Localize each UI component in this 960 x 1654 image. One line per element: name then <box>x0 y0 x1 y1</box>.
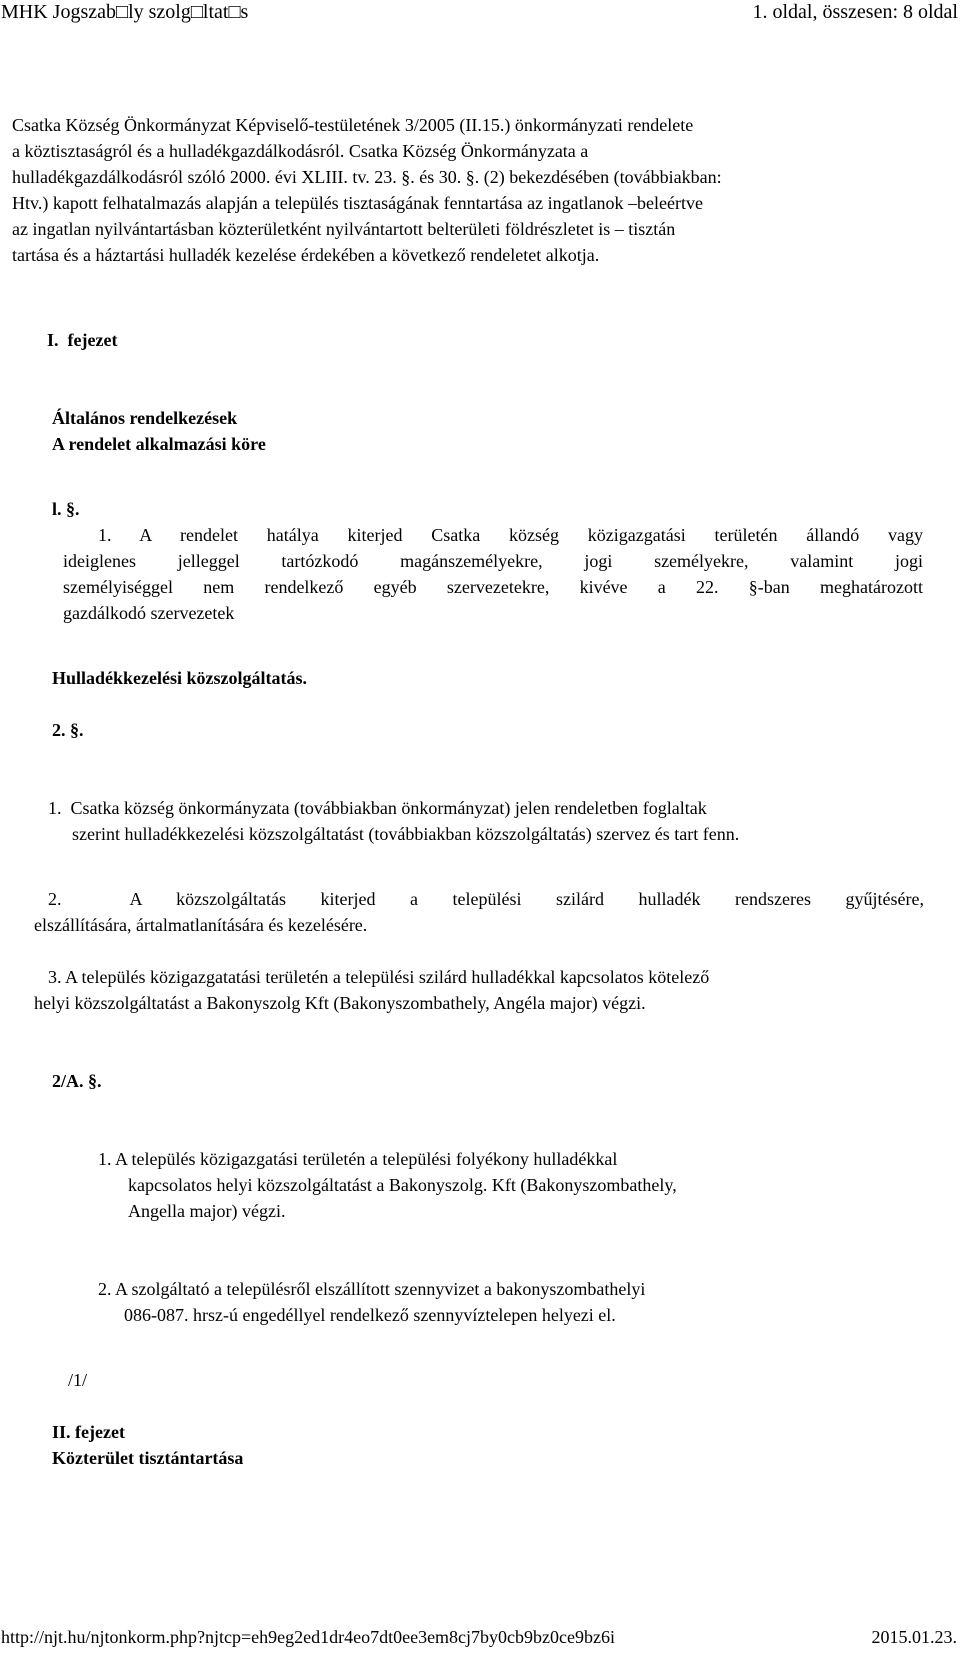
intro-line: az ingatlan nyilvántartásban közterületként nyilvántartott belterületi földrészletet is – tisztán <box>12 219 676 239</box>
text-line: Angella major) végzi. <box>128 1201 286 1221</box>
text-line: személyiséggel nem rendelkező egyéb szervezetekre, kivéve a 22. §-ban meghatározott <box>63 577 923 597</box>
text-line: 3. A település közigazgatatási területén a települési szilárd hulladékkal kapcsolatos kötelező <box>48 967 710 987</box>
section-heading: Közterület tisztántartása <box>52 1448 244 1468</box>
text-line: 2. A közszolgáltatás kiterjed a települési szilárd hulladék rendszeres gyűjtésére, <box>48 889 924 909</box>
paragraph-number: 2. §. <box>52 720 84 740</box>
chapter-title: II. fejezet <box>52 1422 125 1442</box>
section-heading: Hulladékkezelési közszolgáltatás. <box>52 668 307 688</box>
text-line: 1. A település közigazgatási területén a települési folyékony hulladékkal <box>98 1149 618 1169</box>
page-header-title: MHK Jogszab□ly szolg□ltat□s <box>1 1 249 23</box>
text-line: ideiglenes jelleggel tartózkodó magánszemélyekre, jogi személyekre, valamint jogi <box>63 551 923 571</box>
page-footer-url[interactable]: http://njt.hu/njtonkorm.php?njtcp=eh9eg2ed1dr4eo7dt0ee3em8cj7by0cb9bz0ce9bz6i <box>1 1627 615 1647</box>
footnote-reference[interactable]: /1/ <box>68 1370 88 1390</box>
text-line: 2. A szolgáltató a településről elszállított szennyvizet a bakonyszombathelyi <box>98 1279 646 1299</box>
intro-line: tartása és a háztartási hulladék kezelése érdekében a következő rendeletet alkotja. <box>12 245 600 265</box>
text-line: elszállítására, ártalmatlanítására és kezelésére. <box>34 915 368 935</box>
intro-line: hulladékgazdálkodásról szóló 2000. évi XLIII. tv. 23. §. és 30. §. (2) bekezdésében (továbbiakban: <box>12 167 722 187</box>
section-heading: A rendelet alkalmazási köre <box>52 434 266 454</box>
intro-line: Csatka Község Önkormányzat Képviselő-testületének 3/2005 (II.15.) önkormányzati rendelete <box>12 115 694 135</box>
text-line: 1. Csatka község önkormányzata (továbbiakban önkormányzat) jelen rendeletben foglaltak <box>48 798 707 818</box>
text-line: helyi közszolgáltatást a Bakonyszolg Kft (Bakonyszombathely, Angéla major) végzi. <box>34 993 646 1013</box>
intro-line: a köztisztaságról és a hulladékgazdálkodásról. Csatka Község Önkormányzata a <box>12 141 589 161</box>
text-line: 086-087. hrsz-ú engedéllyel rendelkező szennyvíztelepen helyezi el. <box>124 1305 616 1325</box>
text-line: gazdálkodó szervezetek <box>63 603 235 623</box>
paragraph-number: 2/A. §. <box>52 1071 102 1091</box>
paragraph-number: l. §. <box>52 499 80 519</box>
text-line: 1. A rendelet hatálya kiterjed Csatka község közigazgatási területén állandó vagy <box>98 525 923 545</box>
section-heading: Általános rendelkezések <box>52 408 238 428</box>
intro-line: Htv.) kapott felhatalmazás alapján a település tisztaságának fenntartása az ingatlanok –beleértve <box>12 193 704 213</box>
text-line: kapcsolatos helyi közszolgáltatást a Bakonyszolg. Kft (Bakonyszombathely, <box>128 1175 677 1195</box>
text-line: szerint hulladékkezelési közszolgáltatást (továbbiakban közszolgáltatás) szervez és tart fenn. <box>72 824 740 844</box>
page-header-page-count: 1. oldal, összesen: 8 oldal <box>752 1 958 23</box>
chapter-title: I. fejezet <box>47 330 118 350</box>
page-footer-date: 2015.01.23. <box>871 1627 957 1647</box>
